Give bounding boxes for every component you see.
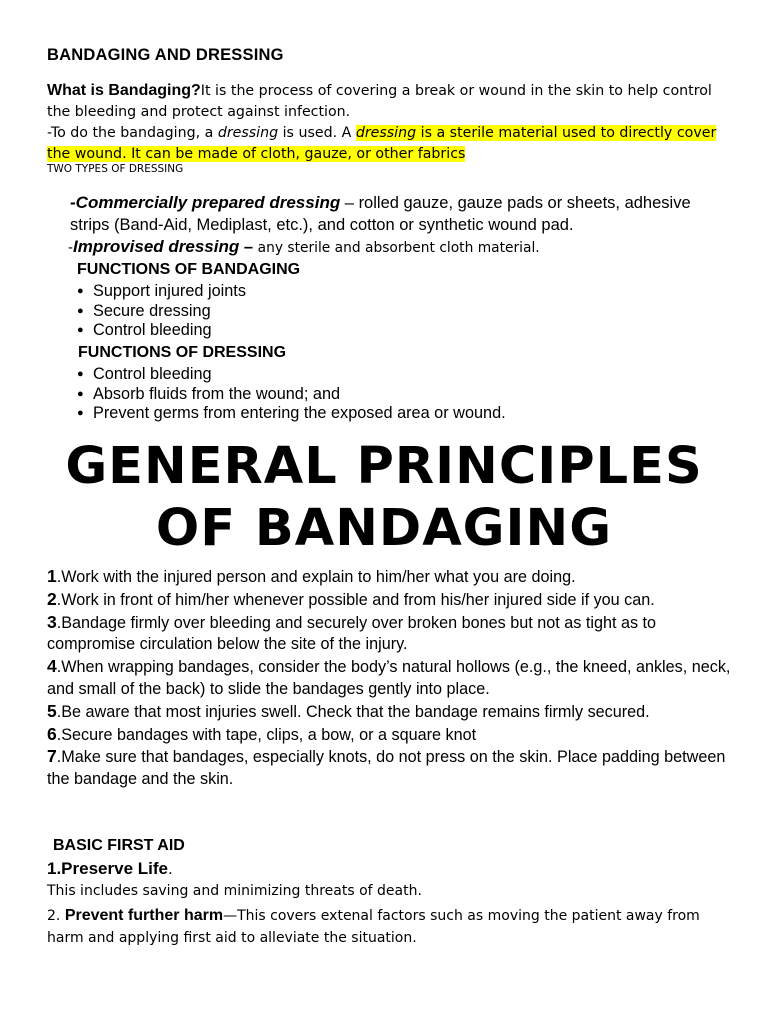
principle-item <box>47 589 737 612</box>
prevent-harm-title: Prevent further harm <box>64 907 224 924</box>
dressing-term: dressing <box>217 125 279 141</box>
bullet-icon: ● <box>77 368 84 380</box>
list-item-text: Secure dressing <box>93 301 211 320</box>
list-item-text: Control bleeding <box>93 321 212 340</box>
list-item <box>76 282 246 302</box>
preserve-life-title: 1.Preserve Life <box>47 859 168 878</box>
improvised-dressing-item <box>68 236 720 260</box>
types-label: TWO TYPES OF DRESSING <box>47 163 184 175</box>
dressing-types <box>70 192 720 260</box>
list-item-text: Absorb fluids from the wound; and <box>93 384 341 403</box>
general-principles-title <box>0 436 768 560</box>
intro-paragraph <box>47 80 737 165</box>
principle-number: 5 <box>47 700 57 721</box>
document-heading: BANDAGING AND DRESSING <box>47 46 284 64</box>
principle-text: .Make sure that bandages, especially knots, do not press on the skin. Place padding between the bandage and the skin. <box>47 748 726 789</box>
list-item <box>76 321 246 341</box>
dressing-line-b: is used. A <box>278 125 356 141</box>
principle-number: 4 <box>47 656 57 677</box>
list-item-text: Control bleeding <box>93 365 212 383</box>
principle-item <box>47 656 737 701</box>
preserve-life-heading <box>47 859 173 879</box>
commercial-dressing-title: -Commercially prepared dressing <box>70 193 341 212</box>
principle-text: .Be aware that most injuries swell. Check that the bandage remains firmly secured. <box>56 702 650 721</box>
principle-text: .Work in front of him/her whenever possible and from his/her injured side if you can. <box>56 590 655 609</box>
principle-text: .Secure bandages with tape, clips, a bow, or a square knot <box>56 725 477 744</box>
list-item <box>76 404 506 424</box>
principle-number: 6 <box>47 723 57 744</box>
prevent-harm-number: 2. <box>47 908 65 924</box>
bullet-icon: ● <box>77 407 84 420</box>
principles-list <box>47 566 737 791</box>
bullet-icon: ● <box>77 304 84 317</box>
prevent-harm-paragraph <box>47 905 737 949</box>
improvised-dressing-title: Improvised dressing <box>72 237 240 256</box>
improvised-separator: – <box>239 238 258 256</box>
principle-text: .Bandage firmly over bleeding and securely over broken bones but not as tight as to compromise circulation below the site of the injury. <box>47 613 657 654</box>
first-aid-title: BASIC FIRST AID <box>53 837 185 854</box>
highlighted-dressing-term: dressing <box>355 125 417 141</box>
big-title-line-2: OF BANDAGING <box>155 499 613 558</box>
principle-text: .Work with the injured person and explain to him/her what you are doing. <box>56 568 576 586</box>
bandaging-answer: It is the process of covering a break or wound in the skin to help control the bleeding and protect against infection. <box>47 83 712 120</box>
dressing-line-a: -To do the bandaging, a <box>47 125 218 141</box>
principle-number: 2 <box>47 588 57 609</box>
commercial-dressing-item <box>70 192 720 236</box>
principle-item <box>47 724 737 747</box>
improvised-dash: - <box>68 240 73 256</box>
functions-bandaging-list <box>76 282 246 341</box>
principle-number: 3 <box>47 611 57 632</box>
principle-number: 1 <box>47 566 57 586</box>
bullet-icon: ● <box>77 324 84 337</box>
list-item <box>76 365 506 385</box>
bullet-icon: ● <box>77 285 84 297</box>
principle-item <box>47 612 737 657</box>
principle-item <box>47 746 737 791</box>
principle-text: .When wrapping bandages, consider the body’s natural hollows (e.g., the kneed, ankles, neck, and small of the back) to slide the bandages gently into place. <box>47 658 731 698</box>
bandaging-question: What is Bandaging? <box>47 82 201 99</box>
principle-item <box>47 566 737 589</box>
list-item-text: Support injured joints <box>93 282 246 300</box>
principle-number: 7 <box>47 746 57 767</box>
list-item-text: Prevent germs from entering the exposed area or wound. <box>93 404 506 423</box>
highlighted-definition-text: is a sterile material used to directly cover the wound. It can be made of cloth, gauze, or other fabrics <box>47 125 717 162</box>
prevent-harm-desc: —This covers extenal factors such as moving the patient away from harm and applying first aid to alleviate the situation. <box>47 908 700 946</box>
functions-bandaging-title: FUNCTIONS OF BANDAGING <box>77 261 301 278</box>
preserve-life-period: . <box>167 859 173 878</box>
commercial-dressing-desc: – rolled gauze, gauze pads or sheets, adhesive strips (Band-Aid, Mediplast, etc.), and cotton or synthetic wound pad. <box>70 194 691 234</box>
bullet-icon: ● <box>77 387 84 400</box>
functions-dressing-title: FUNCTIONS OF DRESSING <box>78 344 287 361</box>
list-item <box>76 385 506 405</box>
functions-dressing-list <box>76 365 506 424</box>
improvised-dressing-desc: any sterile and absorbent cloth material. <box>257 240 540 256</box>
preserve-life-desc: This includes saving and minimizing threats of death. <box>47 883 422 899</box>
principle-item <box>47 701 737 724</box>
big-title-line-1: GENERAL PRINCIPLES <box>65 437 703 496</box>
list-item <box>76 302 246 322</box>
